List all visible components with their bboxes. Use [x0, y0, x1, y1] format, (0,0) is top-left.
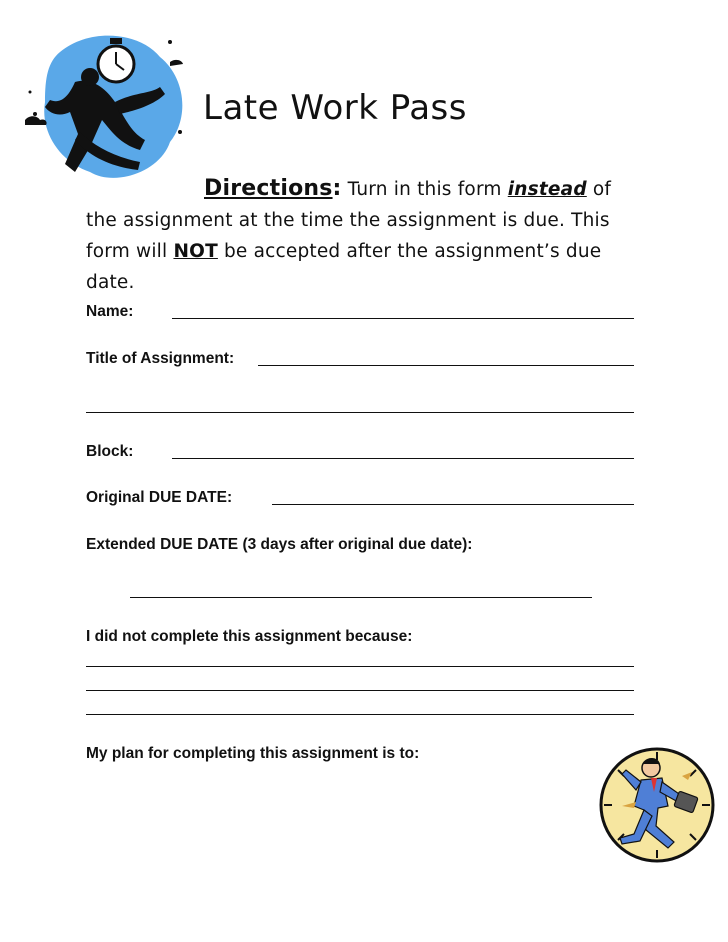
- original-due-date-input-line[interactable]: [272, 504, 634, 505]
- directions-text-3: be accepted after the assignment’s due date.: [86, 241, 602, 293]
- assignment-title-continuation-line[interactable]: [86, 412, 634, 413]
- directions-paragraph: [86, 173, 646, 298]
- directions-label: Directions: [204, 176, 333, 201]
- extended-due-date-label: Extended DUE DATE (3 days after original due date):: [86, 536, 473, 553]
- reason-line-1[interactable]: [86, 666, 634, 667]
- name-label: Name:: [86, 303, 134, 320]
- directions-text-1: Turn in this form: [341, 179, 508, 200]
- assignment-title-label: Title of Assignment:: [86, 350, 235, 367]
- page-title: Late Work Pass: [203, 88, 467, 128]
- block-input-line[interactable]: [172, 458, 634, 459]
- reason-line-3[interactable]: [86, 714, 634, 715]
- block-label: Block:: [86, 443, 134, 460]
- directions-text-2: of the assignment at the time the assignment is due. This form will: [86, 179, 612, 262]
- running-businessman-stopwatch-icon: [20, 22, 200, 192]
- assignment-title-input-line[interactable]: [258, 365, 634, 366]
- businessman-running-clock-icon: [596, 746, 718, 864]
- plan-label: My plan for completing this assignment is to:: [86, 745, 420, 762]
- original-due-date-label: Original DUE DATE:: [86, 489, 233, 506]
- emphasis-not: NOT: [173, 241, 218, 262]
- extended-due-date-input-line[interactable]: [130, 597, 592, 598]
- name-input-line[interactable]: [172, 318, 634, 319]
- emphasis-instead: instead: [507, 179, 587, 200]
- reason-line-2[interactable]: [86, 690, 634, 691]
- directions-colon: :: [332, 176, 342, 201]
- reason-label: I did not complete this assignment because:: [86, 628, 413, 645]
